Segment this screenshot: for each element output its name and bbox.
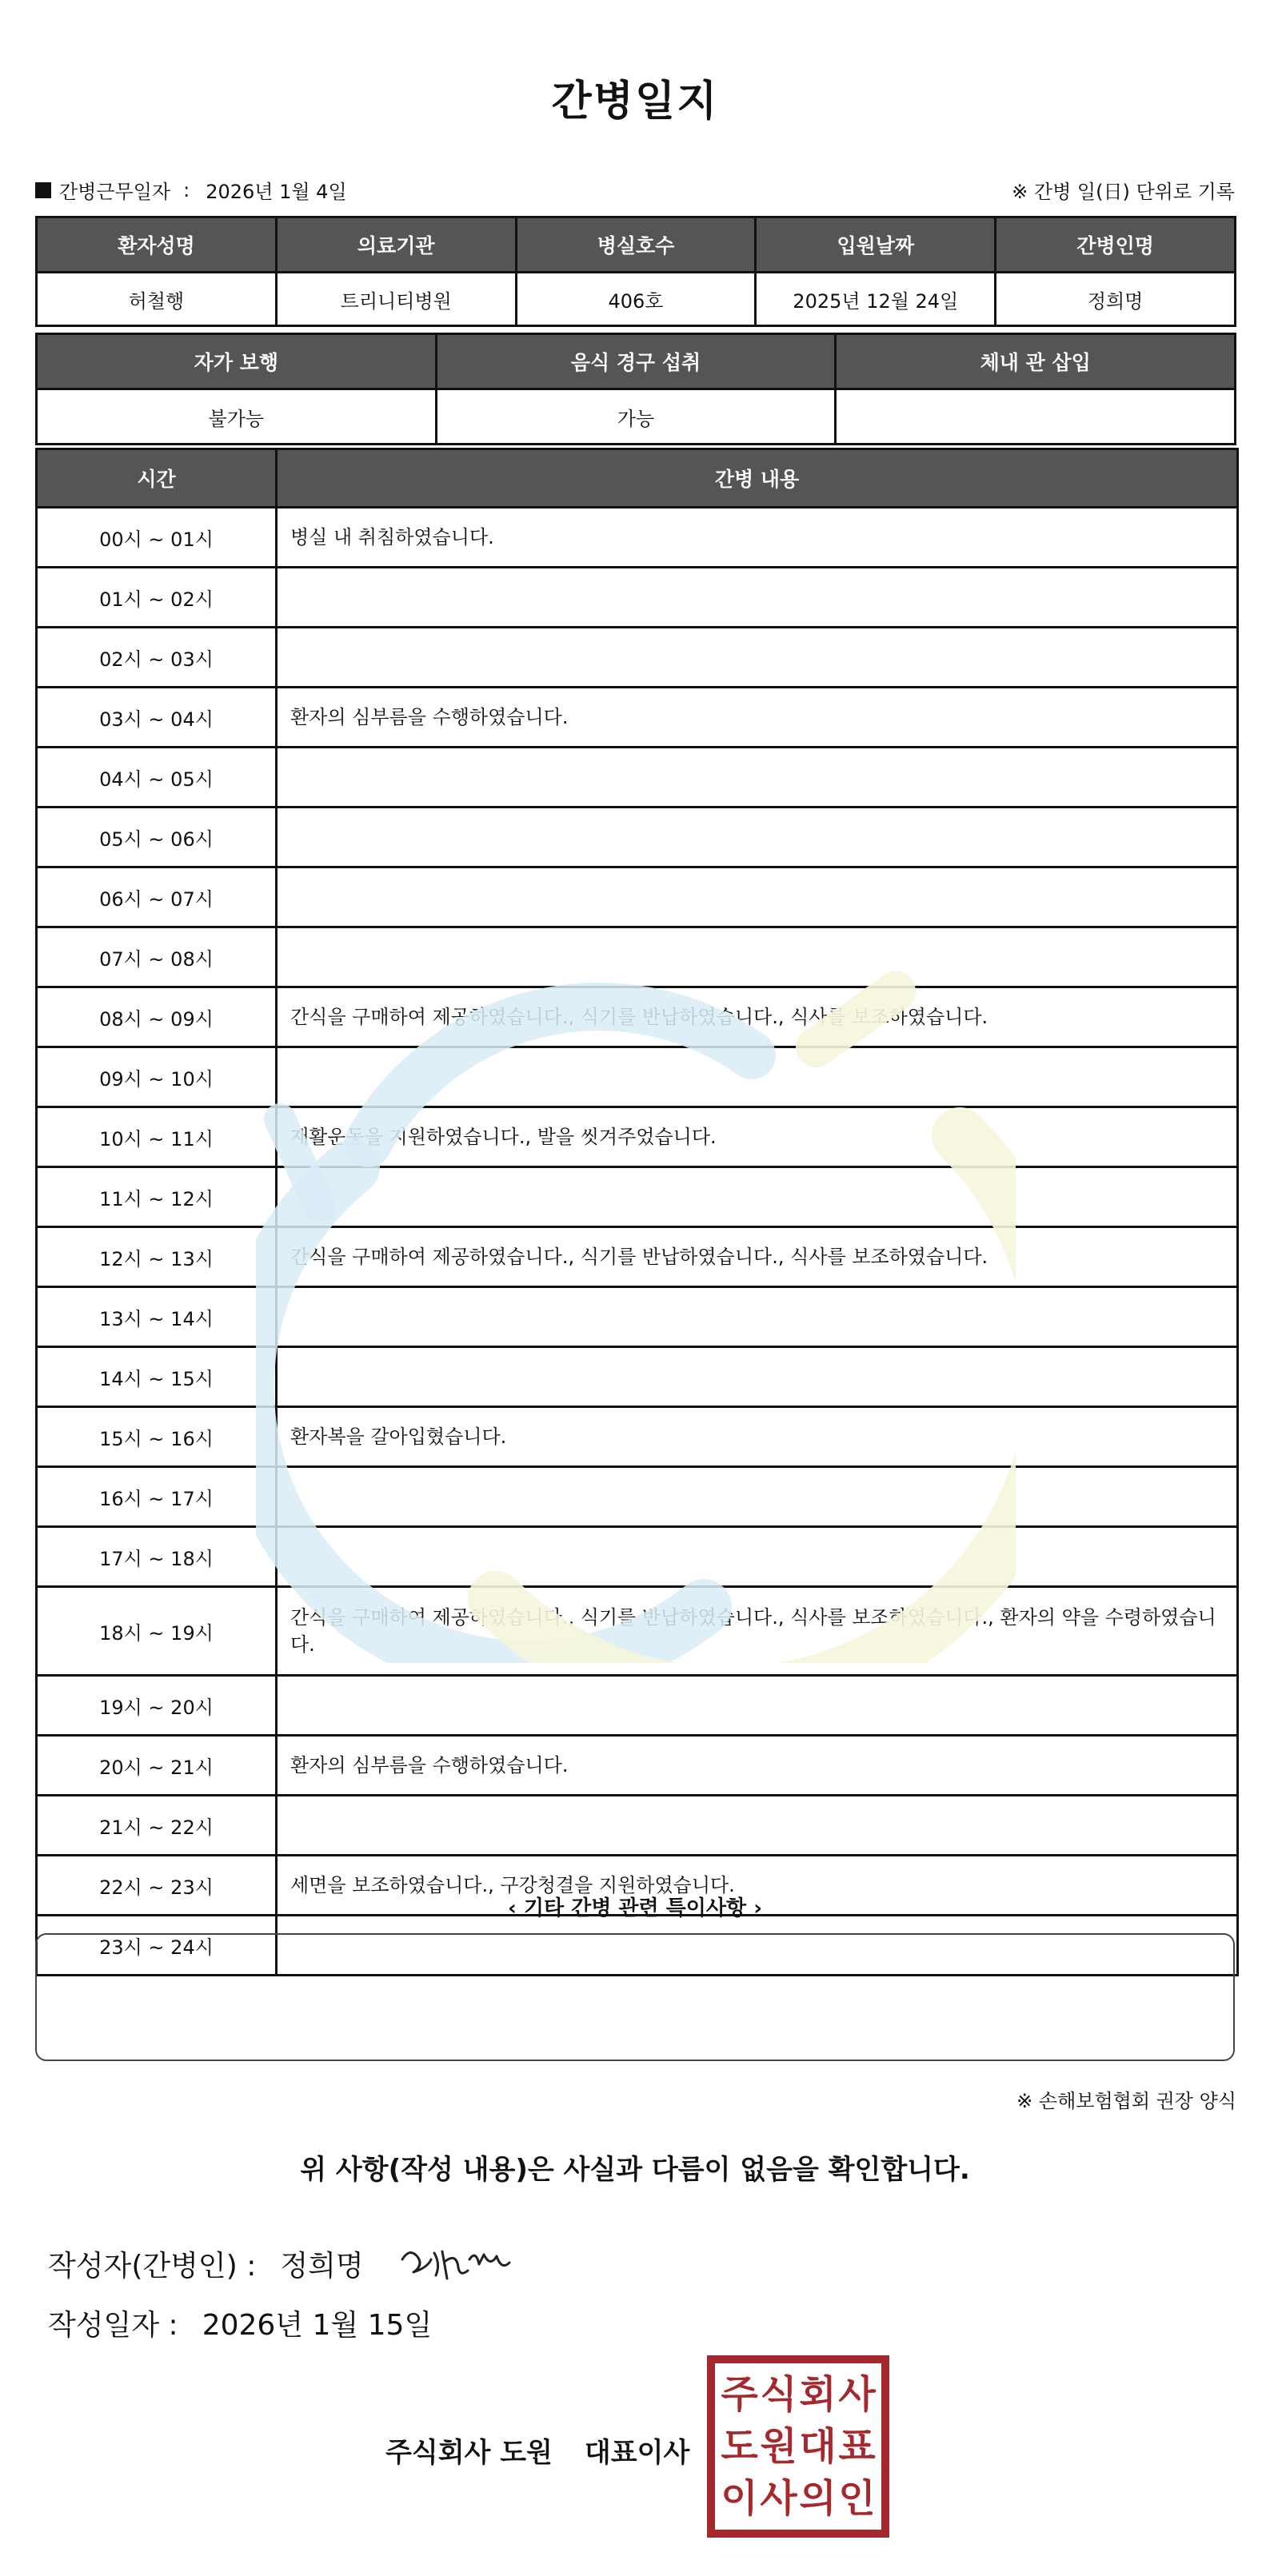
work-date-value: 2026년 1월 4일 (206, 181, 347, 203)
care-table-body (37, 508, 1238, 1976)
care-table-row (37, 1227, 1238, 1287)
care-time-cell: 17시 ~ 18시 (37, 1527, 277, 1587)
care-table-row (37, 1467, 1238, 1527)
room-number: 406호 (516, 273, 756, 326)
patient-name: 허철행 (37, 273, 277, 326)
care-time-cell: 22시 ~ 23시 (37, 1856, 277, 1916)
care-time-cell: 06시 ~ 07시 (37, 867, 277, 927)
care-content-cell: 환자복을 갈아입혔습니다. (277, 1407, 1238, 1467)
care-time-cell: 08시 ~ 09시 (37, 987, 277, 1047)
care-table-row (37, 628, 1238, 688)
care-time-cell: 03시 ~ 04시 (37, 688, 277, 748)
care-time-cell: 00시 ~ 01시 (37, 508, 277, 568)
oral-intake-value: 가능 (436, 389, 836, 445)
care-time-cell: 13시 ~ 14시 (37, 1287, 277, 1347)
care-time-cell: 01시 ~ 02시 (37, 568, 277, 628)
care-table-row (37, 1736, 1238, 1796)
seal-character: 표 (838, 2423, 876, 2469)
page-title: 간병일지 (551, 78, 719, 126)
care-content-cell (277, 927, 1238, 987)
care-content-cell (277, 628, 1238, 688)
care-time-cell: 02시 ~ 03시 (37, 628, 277, 688)
care-table-row (37, 1407, 1238, 1467)
work-date-row (35, 176, 1235, 208)
care-time-cell: 23시 ~ 24시 (37, 1916, 277, 1976)
care-table-row (37, 568, 1238, 628)
care-content-cell (277, 1527, 1238, 1587)
care-time-cell: 14시 ~ 15시 (37, 1347, 277, 1407)
writer-name: 정희명 (280, 2249, 364, 2283)
seal-character: 도 (721, 2423, 758, 2469)
seal-character: 회 (799, 2371, 837, 2417)
header-admission-date: 입원날짜 (756, 217, 996, 273)
care-content-cell (277, 867, 1238, 927)
writer-row (48, 2235, 524, 2291)
care-table-row (37, 1347, 1238, 1407)
care-table-row (37, 688, 1238, 748)
care-table-row (37, 867, 1238, 927)
care-content-cell (277, 1796, 1238, 1856)
care-table-row (37, 927, 1238, 987)
company-seal-stamp (707, 2355, 889, 2538)
care-content-cell: 병실 내 취침하였습니다. (277, 508, 1238, 568)
seal-character: 의 (799, 2476, 837, 2522)
header-room-number: 병실호수 (516, 217, 756, 273)
care-content-cell (277, 1047, 1238, 1107)
seal-character: 주 (721, 2371, 758, 2417)
work-date-colon: : (183, 178, 190, 201)
care-content-cell (277, 1467, 1238, 1527)
writer-label: 작성자(간병인) : (48, 2249, 257, 2283)
header-hospital: 의료기관 (276, 217, 516, 273)
seal-character: 사 (838, 2371, 876, 2417)
care-time-cell: 11시 ~ 12시 (37, 1167, 277, 1227)
caregiver-name: 정희명 (996, 273, 1236, 326)
care-time-cell: 18시 ~ 19시 (37, 1587, 277, 1676)
self-walking-value: 불가능 (37, 389, 437, 445)
care-time-cell: 16시 ~ 17시 (37, 1467, 277, 1527)
care-time-cell: 15시 ~ 16시 (37, 1407, 277, 1467)
care-time-cell: 21시 ~ 22시 (37, 1796, 277, 1856)
care-content-cell (277, 748, 1238, 807)
header-self-walking: 자가 보행 (37, 334, 437, 389)
admission-date: 2025년 12월 24일 (756, 273, 996, 326)
header-time: 시간 (37, 449, 277, 508)
care-time-cell: 10시 ~ 11시 (37, 1107, 277, 1167)
daily-record-note: ※ 간병 일(日) 단위로 기록 (1012, 181, 1235, 203)
patient-info-table (35, 216, 1236, 327)
care-content-cell: 세면을 보조하였습니다., 구강청결을 지원하였습니다. (277, 1856, 1238, 1916)
care-content-cell: 간식을 구매하여 제공하였습니다., 식기를 반납하였습니다., 식사를 보조하였습니다. (277, 987, 1238, 1047)
care-content-cell: 재활운동을 지원하였습니다., 발을 씻겨주었습니다. (277, 1107, 1238, 1167)
care-time-cell: 09시 ~ 10시 (37, 1047, 277, 1107)
care-content-cell (277, 1167, 1238, 1227)
care-table-row (37, 508, 1238, 568)
header-care-content: 간병 내용 (277, 449, 1238, 508)
hourly-care-table (35, 448, 1239, 1976)
care-table-row (37, 1287, 1238, 1347)
care-content-cell: 간식을 구매하여 제공하였습니다., 식기를 반납하였습니다., 식사를 보조하였습니다. (277, 1227, 1238, 1287)
care-time-cell: 20시 ~ 21시 (37, 1736, 277, 1796)
company-line (385, 2430, 689, 2470)
header-oral-intake: 음식 경구 섭취 (436, 334, 836, 389)
seal-character: 이 (721, 2476, 758, 2522)
care-table-row (37, 987, 1238, 1047)
seal-character: 식 (760, 2371, 797, 2417)
care-time-cell: 12시 ~ 13시 (37, 1227, 277, 1287)
care-time-cell: 19시 ~ 20시 (37, 1676, 277, 1736)
tube-insertion-value (836, 389, 1236, 445)
care-table-row (37, 1676, 1238, 1736)
work-date-label: 간병근무일자 (59, 181, 171, 203)
hospital-name: 트리니티병원 (276, 273, 516, 326)
care-content-cell: 환자의 심부름을 수행하였습니다. (277, 688, 1238, 748)
care-content-cell (277, 807, 1238, 867)
care-time-cell: 07시 ~ 08시 (37, 927, 277, 987)
care-content-cell: 환자의 심부름을 수행하였습니다. (277, 1736, 1238, 1796)
written-date-value: 2026년 1월 15일 (202, 2309, 433, 2342)
care-content-cell (277, 568, 1238, 628)
care-content-cell: 간식을 구매하여 제공하였습니다., 식기를 반납하였습니다., 식사를 보조하였습니다., 환자의 약을 수령하였습니다. (277, 1587, 1238, 1676)
header-caregiver-name: 간병인명 (996, 217, 1236, 273)
seal-character: 사 (760, 2476, 797, 2522)
remarks-title: ‹ 기타 간병 관련 특이사항 › (508, 1896, 762, 1920)
care-table-row (37, 1167, 1238, 1227)
seal-character: 대 (799, 2423, 837, 2469)
company-name: 주식회사 도원 (385, 2437, 553, 2469)
care-content-cell (277, 1287, 1238, 1347)
confirmation-statement: 위 사항(작성 내용)은 사실과 다름이 없음을 확인합니다. (300, 2154, 970, 2186)
care-table-row (37, 1587, 1238, 1676)
written-date-label: 작성일자 : (48, 2309, 178, 2342)
header-tube-insertion: 체내 관 삽입 (836, 334, 1236, 389)
care-table-row (37, 1107, 1238, 1167)
seal-character: 원 (760, 2423, 797, 2469)
care-time-cell: 04시 ~ 05시 (37, 748, 277, 807)
company-representative: 대표이사 (584, 2437, 690, 2469)
signature-icon (396, 2235, 524, 2291)
written-date-row (48, 2303, 432, 2343)
care-table-row (37, 1047, 1238, 1107)
patient-status-table (35, 333, 1236, 445)
seal-character: 인 (838, 2476, 876, 2522)
care-table-row (37, 1527, 1238, 1587)
care-table-row (37, 1796, 1238, 1856)
care-content-cell (277, 1676, 1238, 1736)
care-table-row (37, 748, 1238, 807)
square-bullet-icon (35, 182, 51, 198)
care-content-cell (277, 1347, 1238, 1407)
care-time-cell: 05시 ~ 06시 (37, 807, 277, 867)
form-source-note: ※ 손해보험협회 권장 양식 (1016, 2090, 1236, 2112)
remarks-box (35, 1933, 1235, 2061)
header-patient-name: 환자성명 (37, 217, 277, 273)
care-table-row (37, 807, 1238, 867)
